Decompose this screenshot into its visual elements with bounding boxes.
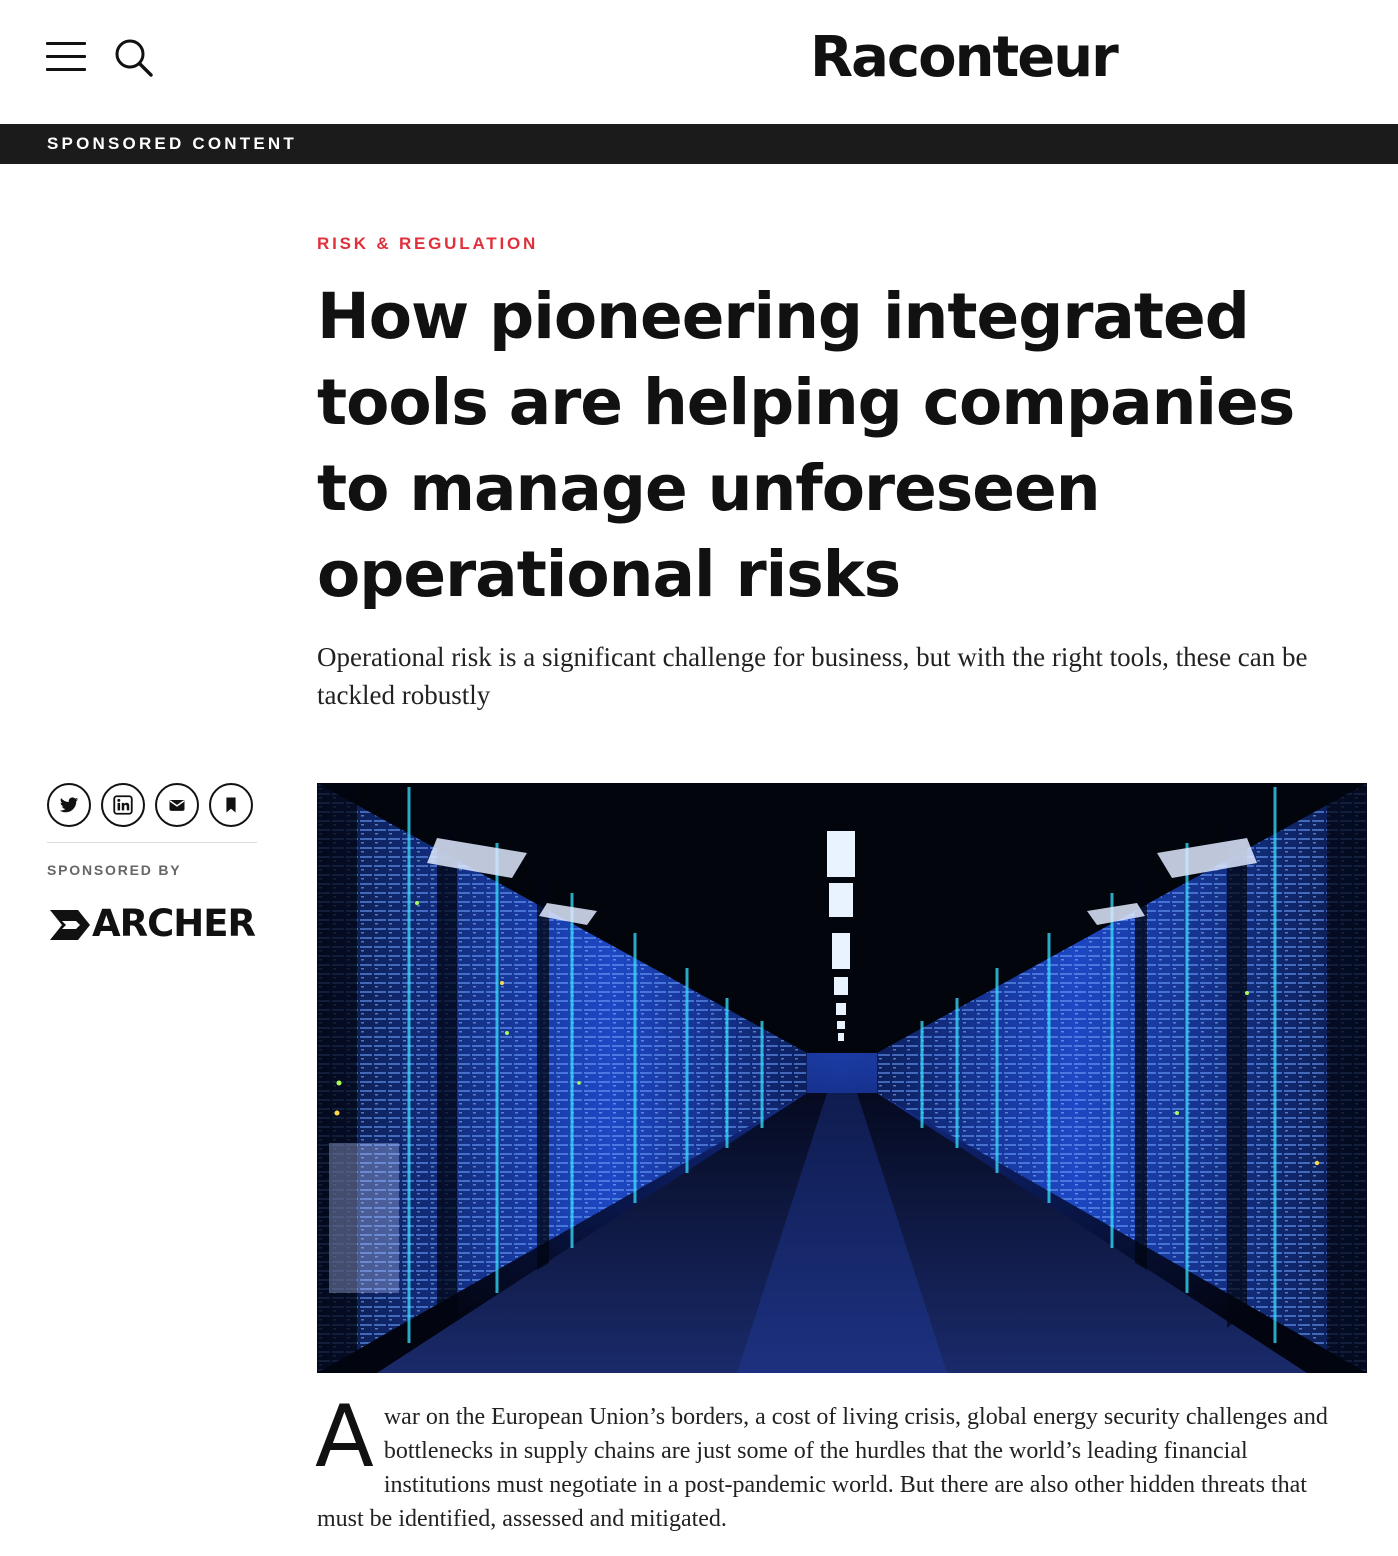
drop-cap: A [315,1387,374,1487]
site-header [0,0,1398,124]
search-icon[interactable] [112,36,154,78]
bookmark-icon[interactable] [209,783,253,827]
sidebar-divider [47,842,257,843]
twitter-icon[interactable] [47,783,91,827]
site-logo[interactable]: Raconteur [810,25,1117,90]
sponsor-name: ARCHER [92,902,256,945]
sponsored-content-banner [0,124,1398,164]
article-body-paragraph [315,1387,1347,1536]
email-icon[interactable] [155,783,199,827]
archer-logo[interactable] [48,902,260,946]
hamburger-menu-icon[interactable] [46,40,86,72]
article-standfirst: Operational risk is a significant challenge for business, but with the right tools, these can be tackled robustly [317,642,1308,710]
sponsored-content-label: SPONSORED CONTENT [47,134,297,153]
article-headline: How pioneering integrated tools are helping companies to manage unforeseen operational risks [317,280,1295,611]
category-link[interactable]: RISK & REGULATION [317,234,539,253]
linkedin-icon[interactable] [101,783,145,827]
hero-image-data-center [317,783,1367,1373]
article-body-text: war on the European Union’s borders, a cost of living crisis, global energy security challenges and bottlenecks in supply chains are just some of the hurdles that the world’s leading financial institutions must negotiate in a post-pandemic world. But there are also other hidden threats that must be identified, assessed and mitigated. [317,1404,1328,1532]
archer-chevron-icon [48,910,92,940]
sponsored-by-label: SPONSORED BY [47,862,182,878]
